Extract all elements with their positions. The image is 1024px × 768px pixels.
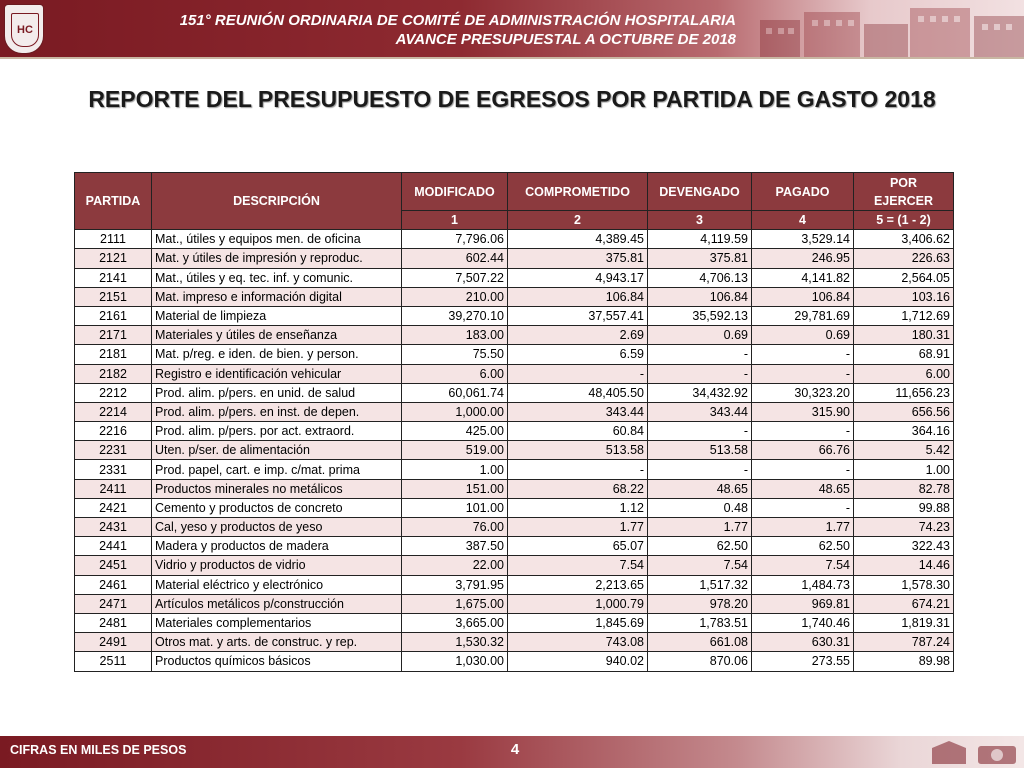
cell-modificado: 76.00 [402, 518, 508, 537]
cell-comprometido: 60.84 [508, 422, 648, 441]
cell-comprometido: 6.59 [508, 345, 648, 364]
cell-por-ejercer: 1,578.30 [854, 575, 954, 594]
cell-partida: 2441 [75, 537, 152, 556]
table-row [75, 441, 954, 460]
cell-devengado: - [648, 345, 752, 364]
cell-devengado: 375.81 [648, 249, 752, 268]
hospital-building-photo-icon [760, 2, 1024, 57]
cell-pagado: 315.90 [752, 402, 854, 421]
table-row [75, 249, 954, 268]
cell-modificado: 22.00 [402, 556, 508, 575]
cell-pagado: 1.77 [752, 518, 854, 537]
cell-comprometido: 4,389.45 [508, 230, 648, 249]
cell-modificado: 1,675.00 [402, 594, 508, 613]
cell-devengado: 7.54 [648, 556, 752, 575]
cell-partida: 2481 [75, 613, 152, 632]
table-body [75, 230, 954, 671]
cell-partida: 2212 [75, 383, 152, 402]
cell-descripcion: Materiales complementarios [152, 613, 402, 632]
cell-modificado: 7,796.06 [402, 230, 508, 249]
cell-pagado: 4,141.82 [752, 268, 854, 287]
table-row [75, 479, 954, 498]
cell-pagado: 1,740.46 [752, 613, 854, 632]
cell-descripcion: Otros mat. y arts. de construc. y rep. [152, 633, 402, 652]
cell-pagado: - [752, 364, 854, 383]
cell-descripcion: Mat. p/reg. e iden. de bien. y person. [152, 345, 402, 364]
cell-comprometido: 48,405.50 [508, 383, 648, 402]
col-header-por-ejercer-line2: EJERCER [873, 193, 934, 208]
cell-devengado: 343.44 [648, 402, 752, 421]
cell-partida: 2216 [75, 422, 152, 441]
cell-comprometido: 7.54 [508, 556, 648, 575]
cell-comprometido: - [508, 460, 648, 479]
cell-devengado: 0.48 [648, 498, 752, 517]
cell-devengado: 48.65 [648, 479, 752, 498]
cell-pagado: 3,529.14 [752, 230, 854, 249]
table-row [75, 287, 954, 306]
cell-partida: 2214 [75, 402, 152, 421]
cell-por-ejercer: 226.63 [854, 249, 954, 268]
cell-por-ejercer: 89.98 [854, 652, 954, 671]
cell-partida: 2411 [75, 479, 152, 498]
col-header-pagado: PAGADO [752, 173, 854, 211]
cell-por-ejercer: 82.78 [854, 479, 954, 498]
cell-por-ejercer: 1.00 [854, 460, 954, 479]
cell-por-ejercer: 14.46 [854, 556, 954, 575]
table-row [75, 498, 954, 517]
cell-partida: 2421 [75, 498, 152, 517]
table-row [75, 613, 954, 632]
cell-partida: 2151 [75, 287, 152, 306]
cell-comprometido: 65.07 [508, 537, 648, 556]
cell-partida: 2141 [75, 268, 152, 287]
cell-devengado: - [648, 422, 752, 441]
cell-por-ejercer: 68.91 [854, 345, 954, 364]
table-row [75, 460, 954, 479]
col-index-1: 1 [402, 211, 508, 230]
cell-comprometido: 4,943.17 [508, 268, 648, 287]
cell-por-ejercer: 2,564.05 [854, 268, 954, 287]
cell-modificado: 1,000.00 [402, 402, 508, 421]
cell-modificado: 1,030.00 [402, 652, 508, 671]
cell-pagado: - [752, 345, 854, 364]
cell-devengado: 4,119.59 [648, 230, 752, 249]
cell-pagado: 30,323.20 [752, 383, 854, 402]
cell-descripcion: Productos químicos básicos [152, 652, 402, 671]
col-index-3: 3 [648, 211, 752, 230]
table-row [75, 594, 954, 613]
cell-por-ejercer: 99.88 [854, 498, 954, 517]
cell-devengado: 1,517.32 [648, 575, 752, 594]
cell-descripcion: Mat. impreso e información digital [152, 287, 402, 306]
cell-descripcion: Registro e identificación vehicular [152, 364, 402, 383]
col-header-descripcion: DESCRIPCIÓN [152, 173, 402, 230]
col-header-por-ejercer [854, 173, 954, 211]
cell-devengado: 870.06 [648, 652, 752, 671]
col-header-devengado: DEVENGADO [648, 173, 752, 211]
cell-descripcion: Mat., útiles y eq. tec. inf. y comunic. [152, 268, 402, 287]
col-index-5: 5 = (1 - 2) [854, 211, 954, 230]
cell-descripcion: Cal, yeso y productos de yeso [152, 518, 402, 537]
cell-modificado: 3,791.95 [402, 575, 508, 594]
university-crest-icon [4, 4, 44, 54]
cell-descripcion: Artículos metálicos p/construcción [152, 594, 402, 613]
cell-por-ejercer: 656.56 [854, 402, 954, 421]
cell-devengado: 0.69 [648, 326, 752, 345]
cell-descripcion: Materiales y útiles de enseñanza [152, 326, 402, 345]
cell-devengado: 106.84 [648, 287, 752, 306]
cell-por-ejercer: 11,656.23 [854, 383, 954, 402]
cell-descripcion: Prod. alim. p/pers. en unid. de salud [152, 383, 402, 402]
cell-modificado: 387.50 [402, 537, 508, 556]
cell-partida: 2182 [75, 364, 152, 383]
budget-table [74, 172, 954, 672]
cell-devengado: 661.08 [648, 633, 752, 652]
table-row [75, 556, 954, 575]
table-row [75, 383, 954, 402]
cell-pagado: 630.31 [752, 633, 854, 652]
cell-comprometido: 1.12 [508, 498, 648, 517]
cell-partida: 2121 [75, 249, 152, 268]
cell-modificado: 519.00 [402, 441, 508, 460]
header-line-1: 151° REUNIÓN ORDINARIA DE COMITÉ DE ADMINISTRACIÓN HOSPITALARIA [179, 12, 736, 29]
cell-por-ejercer: 74.23 [854, 518, 954, 537]
cell-descripcion: Madera y productos de madera [152, 537, 402, 556]
cell-por-ejercer: 674.21 [854, 594, 954, 613]
cell-pagado: 273.55 [752, 652, 854, 671]
cell-comprometido: 940.02 [508, 652, 648, 671]
footer-units-label: CIFRAS EN MILES DE PESOS [10, 743, 187, 757]
cell-comprometido: 106.84 [508, 287, 648, 306]
cell-pagado: - [752, 498, 854, 517]
cell-devengado: 513.58 [648, 441, 752, 460]
cell-modificado: 602.44 [402, 249, 508, 268]
cell-comprometido: 343.44 [508, 402, 648, 421]
table-row [75, 633, 954, 652]
col-header-modificado: MODIFICADO [402, 173, 508, 211]
cell-pagado: - [752, 460, 854, 479]
cell-pagado: 1,484.73 [752, 575, 854, 594]
cell-comprometido: 2.69 [508, 326, 648, 345]
cell-comprometido: 1.77 [508, 518, 648, 537]
cell-modificado: 7,507.22 [402, 268, 508, 287]
cell-pagado: 48.65 [752, 479, 854, 498]
cell-por-ejercer: 103.16 [854, 287, 954, 306]
table-row [75, 364, 954, 383]
cell-modificado: 183.00 [402, 326, 508, 345]
cell-devengado: 1,783.51 [648, 613, 752, 632]
cell-partida: 2231 [75, 441, 152, 460]
col-header-partida: PARTIDA [75, 173, 152, 230]
cell-modificado: 60,061.74 [402, 383, 508, 402]
cell-comprometido: 1,000.79 [508, 594, 648, 613]
cell-devengado: 4,706.13 [648, 268, 752, 287]
table-row [75, 306, 954, 325]
cell-pagado: - [752, 422, 854, 441]
table-row [75, 268, 954, 287]
table-row [75, 402, 954, 421]
col-header-comprometido: COMPROMETIDO [508, 173, 648, 211]
cell-pagado: 969.81 [752, 594, 854, 613]
col-header-por-ejercer-line1: POR [889, 175, 918, 190]
cell-por-ejercer: 1,712.69 [854, 306, 954, 325]
cell-partida: 2181 [75, 345, 152, 364]
cell-comprometido: - [508, 364, 648, 383]
table-row [75, 345, 954, 364]
page-number: 4 [510, 741, 520, 758]
cell-modificado: 3,665.00 [402, 613, 508, 632]
cell-descripcion: Vidrio y productos de vidrio [152, 556, 402, 575]
cell-partida: 2451 [75, 556, 152, 575]
cell-por-ejercer: 364.16 [854, 422, 954, 441]
cell-comprometido: 37,557.41 [508, 306, 648, 325]
cell-descripcion: Cemento y productos de concreto [152, 498, 402, 517]
cell-comprometido: 513.58 [508, 441, 648, 460]
cell-partida: 2161 [75, 306, 152, 325]
cell-comprometido: 68.22 [508, 479, 648, 498]
cell-por-ejercer: 1,819.31 [854, 613, 954, 632]
cell-partida: 2111 [75, 230, 152, 249]
table-row [75, 422, 954, 441]
table-row [75, 575, 954, 594]
cell-descripcion: Productos minerales no metálicos [152, 479, 402, 498]
crest-lettering: HC [11, 13, 39, 47]
cell-descripcion: Uten. p/ser. de alimentación [152, 441, 402, 460]
cell-comprometido: 743.08 [508, 633, 648, 652]
cell-modificado: 75.50 [402, 345, 508, 364]
cell-modificado: 151.00 [402, 479, 508, 498]
cell-por-ejercer: 3,406.62 [854, 230, 954, 249]
table-row [75, 537, 954, 556]
cell-comprometido: 375.81 [508, 249, 648, 268]
table-row [75, 230, 954, 249]
cell-partida: 2511 [75, 652, 152, 671]
cell-pagado: 0.69 [752, 326, 854, 345]
cell-modificado: 425.00 [402, 422, 508, 441]
cell-partida: 2491 [75, 633, 152, 652]
cell-descripcion: Mat., útiles y equipos men. de oficina [152, 230, 402, 249]
cell-devengado: - [648, 460, 752, 479]
cell-por-ejercer: 787.24 [854, 633, 954, 652]
table-row [75, 518, 954, 537]
cell-partida: 2471 [75, 594, 152, 613]
cell-devengado: 35,592.13 [648, 306, 752, 325]
cell-por-ejercer: 5.42 [854, 441, 954, 460]
cell-devengado: 62.50 [648, 537, 752, 556]
cell-descripcion: Prod. papel, cart. e imp. c/mat. prima [152, 460, 402, 479]
cell-partida: 2331 [75, 460, 152, 479]
table-row [75, 652, 954, 671]
header-title [60, 11, 736, 49]
cell-por-ejercer: 180.31 [854, 326, 954, 345]
col-index-2: 2 [508, 211, 648, 230]
cell-devengado: 978.20 [648, 594, 752, 613]
cell-pagado: 7.54 [752, 556, 854, 575]
table-row [75, 326, 954, 345]
cell-modificado: 6.00 [402, 364, 508, 383]
cell-modificado: 210.00 [402, 287, 508, 306]
cell-devengado: - [648, 364, 752, 383]
cell-partida: 2171 [75, 326, 152, 345]
cell-descripcion: Prod. alim. p/pers. por act. extraord. [152, 422, 402, 441]
cell-pagado: 106.84 [752, 287, 854, 306]
cell-comprometido: 1,845.69 [508, 613, 648, 632]
cell-partida: 2431 [75, 518, 152, 537]
col-index-4: 4 [752, 211, 854, 230]
header-divider [0, 57, 1024, 59]
cell-devengado: 34,432.92 [648, 383, 752, 402]
cell-modificado: 1,530.32 [402, 633, 508, 652]
page-title: REPORTE DEL PRESUPUESTO DE EGRESOS POR PARTIDA DE GASTO 2018 [88, 86, 936, 112]
cell-por-ejercer: 6.00 [854, 364, 954, 383]
cell-descripcion: Mat. y útiles de impresión y reproduc. [152, 249, 402, 268]
cell-modificado: 101.00 [402, 498, 508, 517]
header-line-2: AVANCE PRESUPUESTAL A OCTUBRE DE 2018 [395, 31, 736, 48]
cell-partida: 2461 [75, 575, 152, 594]
institution-logos-icon [930, 740, 1020, 766]
cell-modificado: 1.00 [402, 460, 508, 479]
cell-descripcion: Prod. alim. p/pers. en inst. de depen. [152, 402, 402, 421]
cell-modificado: 39,270.10 [402, 306, 508, 325]
cell-comprometido: 2,213.65 [508, 575, 648, 594]
cell-pagado: 246.95 [752, 249, 854, 268]
cell-descripcion: Material de limpieza [152, 306, 402, 325]
cell-por-ejercer: 322.43 [854, 537, 954, 556]
cell-pagado: 66.76 [752, 441, 854, 460]
cell-pagado: 62.50 [752, 537, 854, 556]
cell-descripcion: Material eléctrico y electrónico [152, 575, 402, 594]
cell-pagado: 29,781.69 [752, 306, 854, 325]
cell-devengado: 1.77 [648, 518, 752, 537]
